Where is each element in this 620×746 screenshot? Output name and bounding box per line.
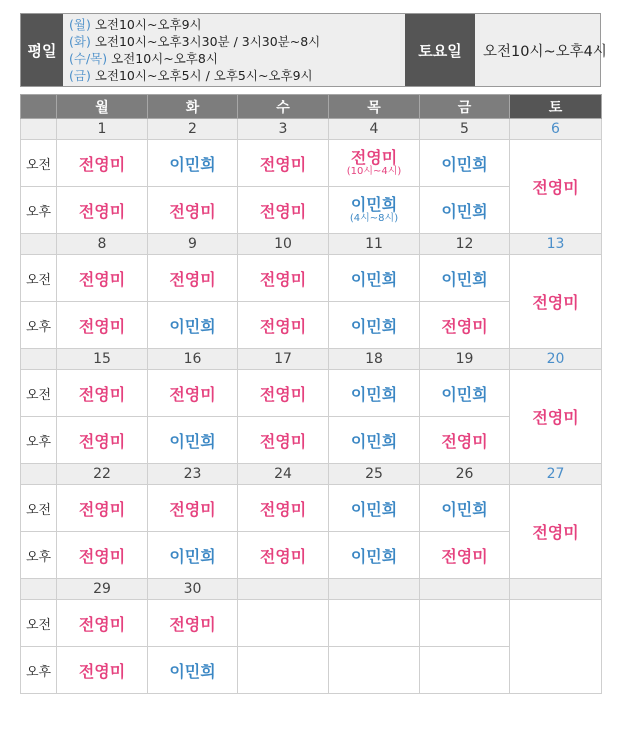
staff-name: 전영미 (259, 499, 307, 519)
staff-name: 전영미 (169, 269, 216, 289)
date-row (21, 579, 602, 600)
staff-name: 전영미 (532, 178, 579, 197)
staff-name: 이민희 (169, 154, 216, 174)
shift-cell (238, 647, 329, 694)
staff-name: 이민희 (350, 194, 398, 214)
shift-note: (10시~4시) (346, 165, 402, 177)
staff-name: 이민희 (350, 499, 398, 519)
shift-cell (420, 140, 510, 187)
staff-name: 전영미 (78, 201, 126, 221)
pm-label: 오후 (21, 417, 57, 464)
weekday-hours-line (69, 67, 320, 84)
shift-cell (238, 370, 329, 417)
am-row (21, 370, 602, 417)
shift-cell (148, 302, 238, 349)
shift-cell (57, 647, 148, 694)
saturday-shift-cell (510, 485, 602, 579)
saturday-shift-cell (510, 255, 602, 349)
shift-cell (420, 485, 510, 532)
date-cell: 30 (148, 579, 238, 600)
day-tag: (화) (69, 34, 91, 49)
shift-cell (420, 370, 510, 417)
date-cell (420, 579, 510, 600)
staff-name: 전영미 (441, 316, 488, 336)
staff-name: 이민희 (350, 316, 398, 336)
staff-name: 이민희 (350, 269, 398, 289)
header-mon: 월 (57, 95, 148, 119)
shift-cell (57, 532, 148, 579)
staff-name: 전영미 (259, 316, 307, 336)
shift-cell (238, 302, 329, 349)
date-cell: 11 (329, 234, 420, 255)
date-cell: 27 (510, 464, 602, 485)
shift-cell (420, 532, 510, 579)
date-row-spacer (21, 234, 57, 255)
date-cell: 5 (420, 119, 510, 140)
shift-cell (420, 255, 510, 302)
staff-name: 전영미 (350, 147, 398, 167)
date-cell: 9 (148, 234, 238, 255)
am-label: 오전 (21, 255, 57, 302)
staff-name: 이민희 (169, 661, 216, 681)
shift-cell (238, 255, 329, 302)
day-tag: (월) (69, 17, 91, 32)
shift-cell (238, 140, 329, 187)
date-cell (510, 579, 602, 600)
staff-name: 전영미 (259, 546, 307, 566)
day-tag: (금) (69, 68, 91, 83)
shift-cell (329, 532, 420, 579)
header-wed: 수 (238, 95, 329, 119)
date-cell: 12 (420, 234, 510, 255)
shift-cell (238, 485, 329, 532)
date-cell: 22 (57, 464, 148, 485)
date-cell: 10 (238, 234, 329, 255)
weekday-hours-line (69, 16, 320, 33)
staff-name: 이민희 (169, 546, 216, 566)
saturday-shift-cell (510, 370, 602, 464)
staff-name: 이민희 (169, 316, 216, 336)
date-cell (329, 579, 420, 600)
date-row (21, 119, 602, 140)
hours-text: 오전10시~오후5시 / 오후5시~오후9시 (94, 68, 313, 83)
shift-cell (148, 370, 238, 417)
date-cell: 8 (57, 234, 148, 255)
am-label: 오전 (21, 600, 57, 647)
staff-name: 전영미 (78, 269, 126, 289)
staff-name: 전영미 (169, 384, 216, 404)
date-row (21, 464, 602, 485)
staff-name: 전영미 (78, 546, 126, 566)
header-corner (21, 95, 57, 119)
weekday-hours-line (69, 33, 320, 50)
staff-name: 전영미 (259, 269, 307, 289)
date-cell: 20 (510, 349, 602, 370)
shift-cell (238, 532, 329, 579)
header-thu: 목 (329, 95, 420, 119)
date-cell: 26 (420, 464, 510, 485)
staff-name: 전영미 (441, 431, 488, 451)
hours-text: 오전10시~오후9시 (94, 17, 202, 32)
staff-name: 이민희 (441, 384, 488, 404)
shift-cell (57, 600, 148, 647)
date-row-spacer (21, 579, 57, 600)
shift-cell (420, 600, 510, 647)
shift-cell (57, 255, 148, 302)
shift-cell (148, 532, 238, 579)
header-fri: 금 (420, 95, 510, 119)
saturday-shift-cell (510, 600, 602, 694)
weekday-hours-list (69, 16, 320, 84)
staff-name: 전영미 (78, 661, 126, 681)
staff-name: 이민희 (441, 201, 488, 221)
saturday-label: 토요일 (405, 14, 475, 86)
am-row (21, 600, 602, 647)
am-row (21, 140, 602, 187)
shift-cell (329, 417, 420, 464)
staff-name: 이민희 (441, 499, 488, 519)
shift-cell (57, 187, 148, 234)
staff-name: 전영미 (169, 499, 216, 519)
staff-name: 이민희 (350, 431, 398, 451)
staff-name: 전영미 (78, 431, 126, 451)
date-cell: 6 (510, 119, 602, 140)
am-row (21, 485, 602, 532)
am-label: 오전 (21, 485, 57, 532)
hours-text: 오전10시~오후3시30분 / 3시30분~8시 (94, 34, 321, 49)
saturday-shift-cell (510, 140, 602, 234)
hours-text: 오전10시~오후8시 (111, 51, 218, 66)
shift-cell (148, 255, 238, 302)
shift-cell (329, 255, 420, 302)
staff-name: 전영미 (259, 201, 307, 221)
date-row-spacer (21, 349, 57, 370)
pm-label: 오후 (21, 302, 57, 349)
header-sat: 토 (510, 95, 602, 119)
date-cell: 2 (148, 119, 238, 140)
saturday-hours: 오전10시~오후4시 (483, 43, 607, 60)
staff-name: 전영미 (259, 384, 307, 404)
date-cell: 18 (329, 349, 420, 370)
shift-cell (420, 302, 510, 349)
shift-cell (148, 417, 238, 464)
staff-name: 전영미 (169, 614, 216, 634)
shift-cell (329, 187, 420, 234)
shift-cell (148, 600, 238, 647)
shift-cell (329, 140, 420, 187)
shift-cell (57, 417, 148, 464)
staff-name: 전영미 (78, 154, 126, 174)
staff-name: 전영미 (78, 614, 126, 634)
pm-label: 오후 (21, 187, 57, 234)
shift-cell (148, 485, 238, 532)
weekday-hours-line (69, 50, 320, 67)
weekday-label: 평일 (21, 14, 63, 86)
shift-cell (57, 140, 148, 187)
date-cell: 24 (238, 464, 329, 485)
staff-name: 전영미 (169, 201, 216, 221)
date-row-spacer (21, 464, 57, 485)
staff-name: 전영미 (259, 154, 307, 174)
staff-name: 이민희 (350, 384, 398, 404)
shift-cell (57, 370, 148, 417)
date-row (21, 234, 602, 255)
shift-cell (329, 302, 420, 349)
staff-name: 전영미 (78, 384, 126, 404)
staff-name: 이민희 (441, 154, 488, 174)
am-row (21, 255, 602, 302)
date-cell (238, 579, 329, 600)
schedule-calendar (20, 94, 602, 694)
am-label: 오전 (21, 370, 57, 417)
date-cell: 19 (420, 349, 510, 370)
weekday-header-row (21, 95, 602, 119)
shift-cell (420, 187, 510, 234)
day-tag: (수/목) (69, 51, 108, 66)
shift-cell (148, 647, 238, 694)
shift-cell (329, 485, 420, 532)
staff-name: 전영미 (259, 431, 307, 451)
staff-name: 전영미 (78, 316, 126, 336)
date-cell: 29 (57, 579, 148, 600)
business-hours-panel (20, 13, 607, 87)
date-cell: 25 (329, 464, 420, 485)
pm-label: 오후 (21, 532, 57, 579)
header-tue: 화 (148, 95, 238, 119)
staff-name: 전영미 (532, 293, 579, 312)
staff-name: 전영미 (532, 408, 579, 427)
staff-name: 이민희 (350, 546, 398, 566)
date-cell: 4 (329, 119, 420, 140)
staff-name: 전영미 (532, 523, 579, 542)
pm-label: 오후 (21, 647, 57, 694)
date-cell: 17 (238, 349, 329, 370)
shift-cell (57, 485, 148, 532)
date-cell: 16 (148, 349, 238, 370)
shift-cell (238, 187, 329, 234)
shift-cell (329, 600, 420, 647)
date-cell: 13 (510, 234, 602, 255)
shift-cell (420, 647, 510, 694)
staff-name: 이민희 (441, 269, 488, 289)
shift-cell (420, 417, 510, 464)
shift-cell (329, 647, 420, 694)
shift-cell (57, 302, 148, 349)
staff-name: 전영미 (441, 546, 488, 566)
date-row-spacer (21, 119, 57, 140)
am-label: 오전 (21, 140, 57, 187)
shift-cell (238, 417, 329, 464)
staff-name: 전영미 (78, 499, 126, 519)
shift-cell (148, 140, 238, 187)
shift-cell (148, 187, 238, 234)
shift-cell (329, 370, 420, 417)
date-cell: 1 (57, 119, 148, 140)
shift-cell (238, 600, 329, 647)
date-cell: 15 (57, 349, 148, 370)
shift-note: (4시~8시) (349, 212, 399, 224)
date-cell: 3 (238, 119, 329, 140)
date-row (21, 349, 602, 370)
staff-name: 이민희 (169, 431, 216, 451)
date-cell: 23 (148, 464, 238, 485)
